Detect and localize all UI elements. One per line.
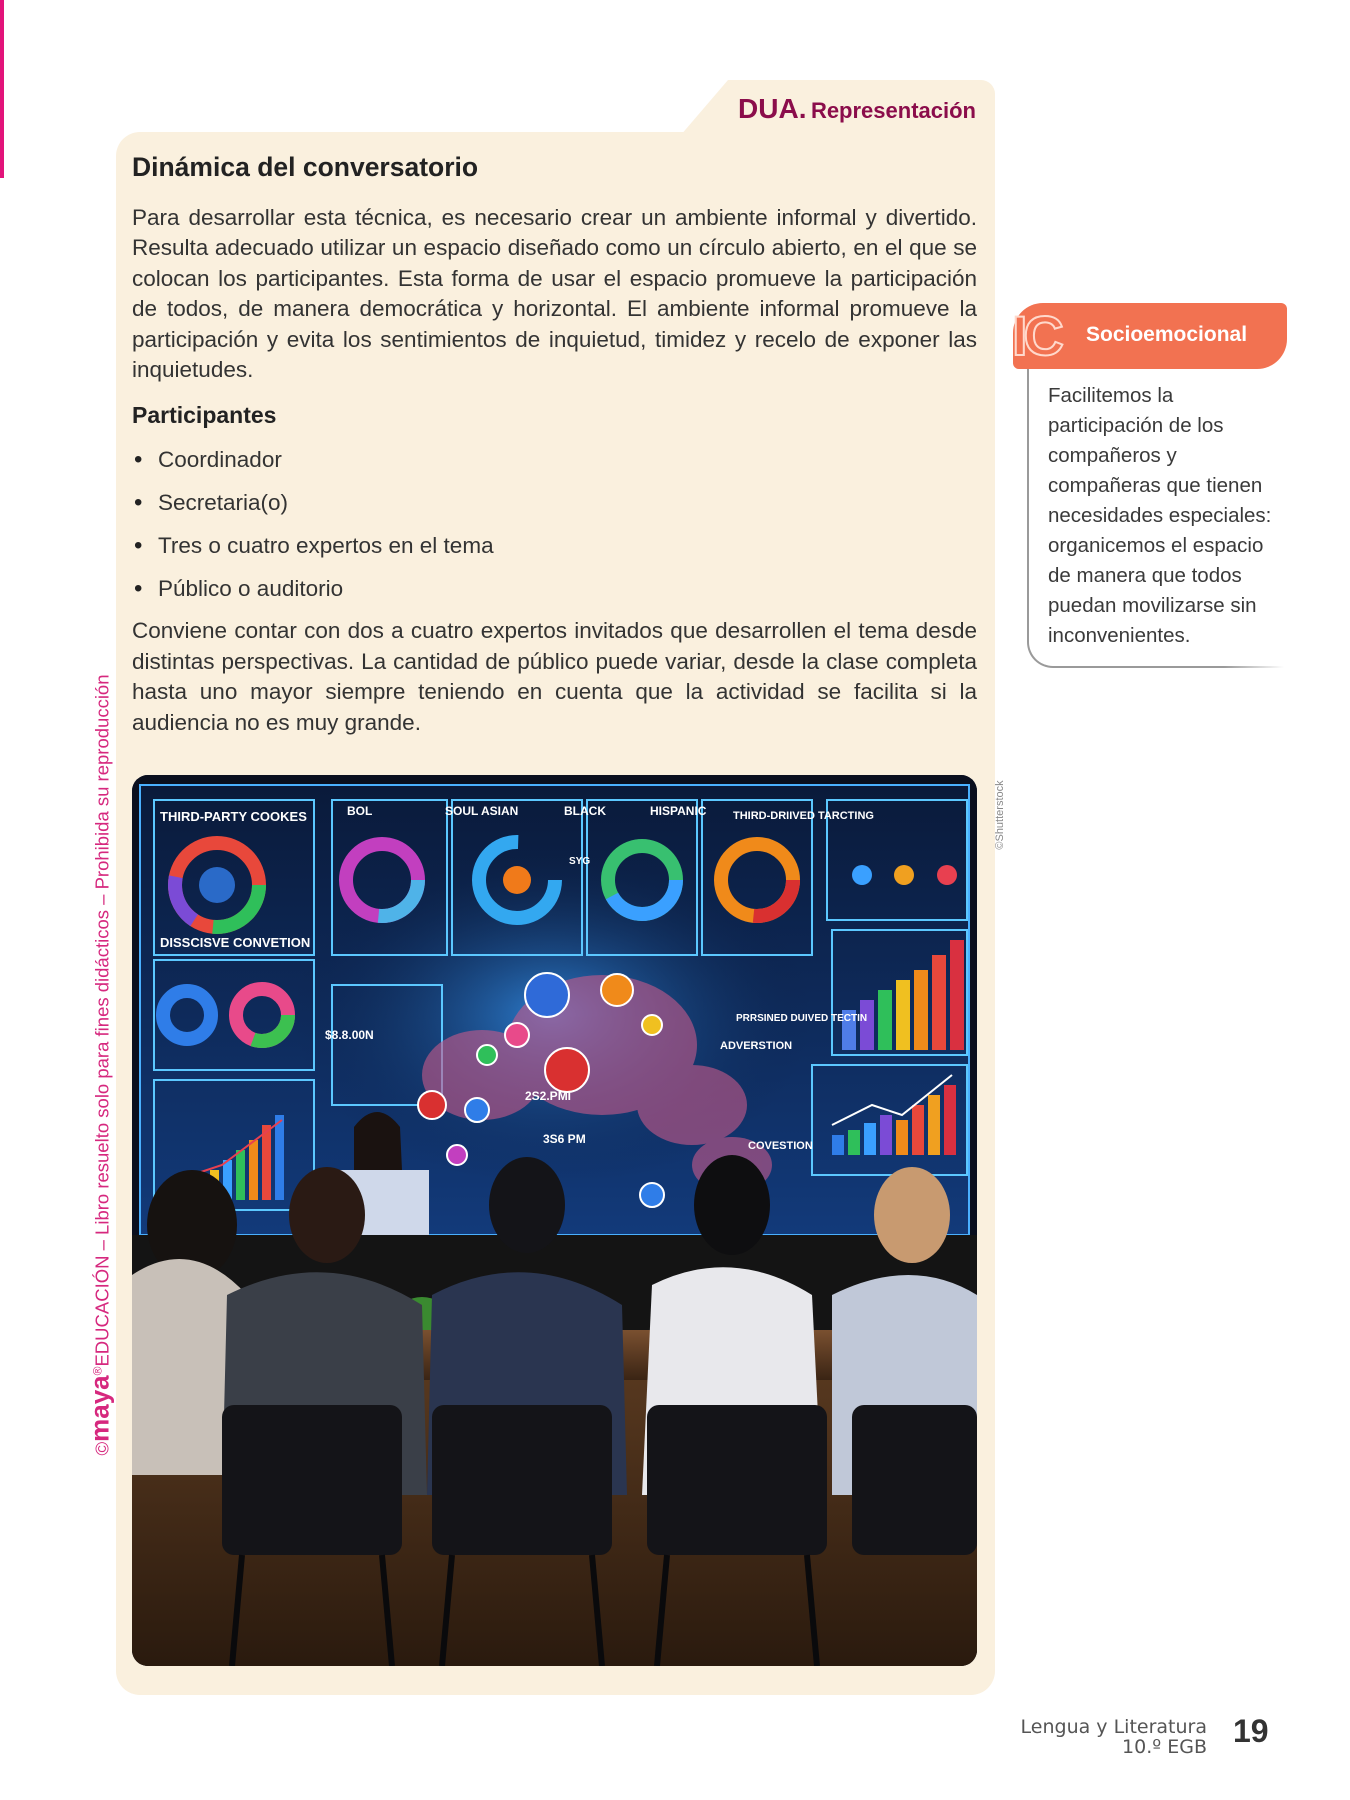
screen-label: 3S6 PM <box>543 1132 586 1146</box>
brand-logo: maya <box>84 1375 115 1442</box>
page-number: 19 <box>1233 1713 1269 1749</box>
conversatorio-photo <box>132 775 977 1666</box>
screen-label: BOL <box>347 804 373 818</box>
list-item: • Público o auditorio <box>132 569 977 612</box>
participants-list <box>132 440 977 612</box>
socioemocional-text: Facilitemos la participación de los compañeros y compañeras que tienen necesidades especiales: organicemos el espacio de manera que todos puedan movilizarse sin inconvenientes. <box>1048 384 1272 647</box>
copyright-notice <box>85 674 116 1455</box>
list-item: • Coordinador <box>132 440 977 483</box>
participants-heading: Participantes <box>132 401 277 428</box>
screen-label: DISSCISVE CONVETION <box>160 935 311 950</box>
screen-label: SYG <box>569 856 591 867</box>
dua-label-bold: DUA. <box>738 93 807 124</box>
screen-label: SOUL ASIAN <box>445 804 519 818</box>
registered-mark: ® <box>90 1366 105 1376</box>
dua-label-rest: Representación <box>810 98 976 123</box>
section-heading: Dinámica del conversatorio <box>132 152 479 182</box>
screen-label: THIRD-DRIIVED TARCTING <box>733 810 874 822</box>
closing-paragraph: Conviene contar con dos a cuatro expertos invitados que desarrollen el tema desde distintas perspectivas. La cantidad de público puede variar, desde la clase completa hasta uno mayor siempre teniendo en cuenta que la actividad se facilita si la audiencia no es muy grande. <box>132 618 977 735</box>
grade-level: 10.º EGB <box>1122 1736 1207 1758</box>
copyright-text: EDUCACIÓN – Libro resuelto solo para fines didácticos – Prohibida su reproducción <box>91 674 113 1367</box>
copyright-mark: © <box>91 1441 113 1456</box>
ic-logo-icon: IC <box>1012 304 1060 367</box>
page-edge-marker <box>0 0 4 178</box>
dua-content <box>132 148 977 748</box>
screen-label: $8.8.00N <box>325 1028 374 1042</box>
screen-label: COVESTION <box>748 1140 813 1152</box>
intro-paragraph: Para desarrollar esta técnica, es necesario crear un ambiente informal y divertido. Resulta adecuado utilizar un espacio diseñado como un círculo abierto, en el que se colocan los participantes. Esta forma de usar el espacio promueve la participación de todos, de manera democrática y horizontal. El ambiente informal promueve la participación y evita los sentimientos de inquietud, timidez y recelo de exponer las inquietudes. <box>132 204 977 382</box>
screen-label: BLACK <box>564 804 606 818</box>
screen-label: THIRD-PARTY COOKES <box>160 809 307 824</box>
list-item: • Tres o cuatro expertos en el tema <box>132 526 977 569</box>
photo-credit: ©Shutterstock <box>994 780 1006 850</box>
socioemocional-title: Socioemocional <box>1086 323 1248 346</box>
subject-name: Lengua y Literatura <box>1020 1716 1207 1738</box>
footer-subject <box>1021 1717 1207 1757</box>
screen-label: HISPANIC <box>650 804 707 818</box>
screen-label: PRRSINED DUIVED TECTIN <box>736 1013 868 1024</box>
list-item: • Secretaria(o) <box>132 483 977 526</box>
dua-label <box>738 93 976 125</box>
screen-label: ADVERSTION <box>720 1040 793 1052</box>
screen-label: 2S2.PMI <box>525 1089 572 1103</box>
